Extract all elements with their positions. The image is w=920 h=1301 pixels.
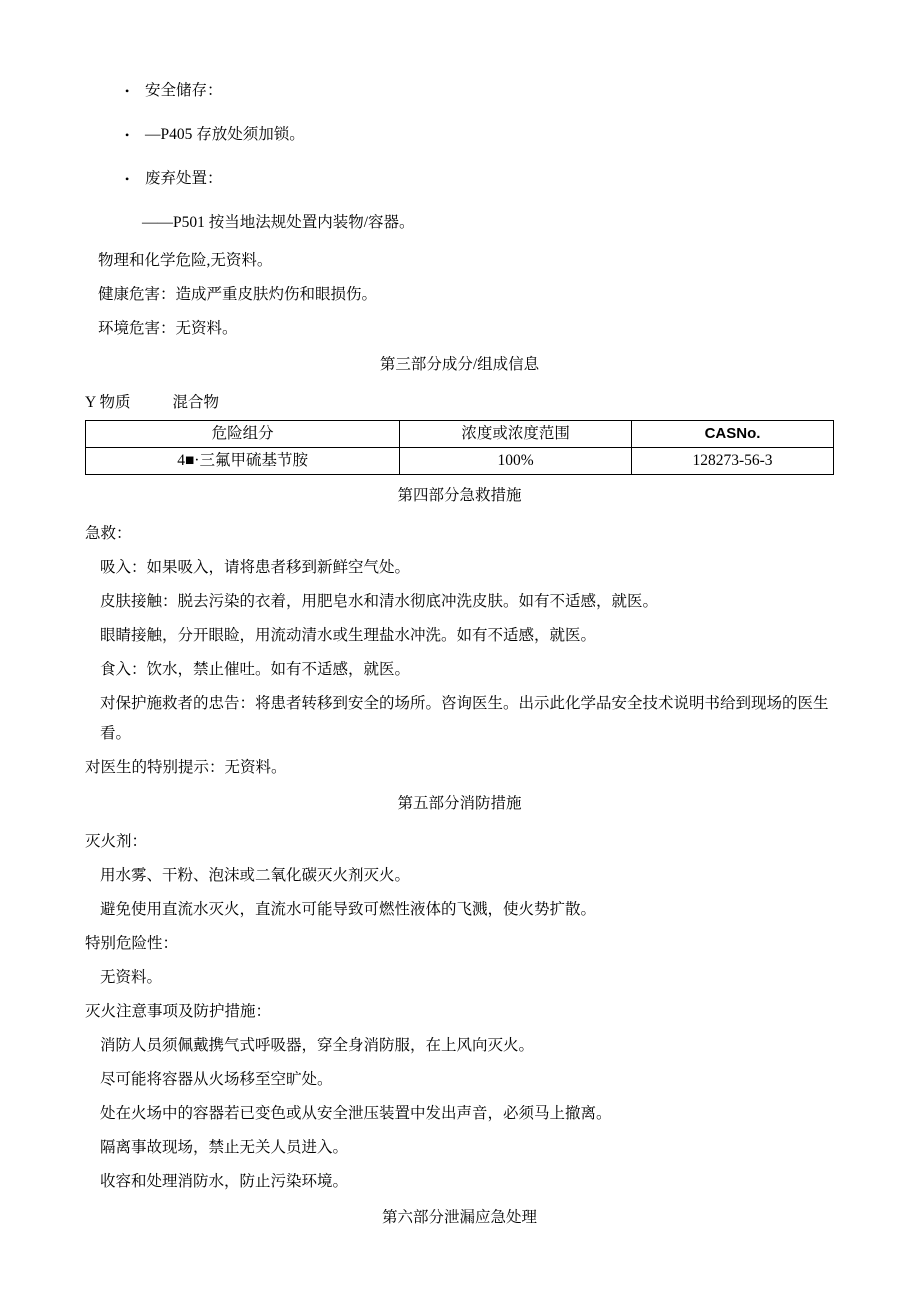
bullet-item (125, 76, 834, 106)
bullet-text: —P405 存放处须加锁。 (145, 126, 305, 143)
bullet-item (125, 164, 834, 194)
composition-table (85, 420, 834, 475)
bullet-item (125, 120, 834, 150)
paragraph-contain-water: 收容和处理消防水，防止污染环境。 (100, 1173, 349, 1190)
paragraph-avoid-water-jet: 避免使用直流水灭火，直流水可能导致可燃性液体的飞溅，使火势扩散。 (100, 901, 597, 918)
paragraph-isolate-scene: 隔离事故现场，禁止无关人员进入。 (100, 1139, 349, 1156)
table-header-row (86, 421, 834, 448)
paragraph-skin-contact: 皮肤接触：脱去污染的衣着，用肥皂水和清水彻底冲洗皮肤。如有不适感，就医。 (100, 593, 659, 610)
section-heading-composition: 第三部分成分/组成信息 (379, 356, 540, 373)
substance-label: Y 物质 (85, 394, 131, 411)
substance-type-row (85, 388, 834, 418)
paragraph-environment-hazard: 环境危害：无资料。 (98, 320, 238, 337)
paragraph-health-hazard: 健康危害：造成严重皮肤灼伤和眼损伤。 (98, 286, 378, 303)
paragraph-special-hazard-label: 特别危险性： (85, 935, 179, 952)
paragraph-first-aid-label: 急救： (85, 525, 132, 542)
paragraph-p501: ——P501 按当地法规处置内装物/容器。 (142, 214, 415, 231)
paragraph-physical-chemical-hazard: 物理和化学危险,无资料。 (98, 252, 273, 269)
paragraph-firefighter-equipment: 消防人员须佩戴携气式呼吸器，穿全身消防服，在上风向灭火。 (100, 1037, 535, 1054)
bullet-icon: • (125, 172, 130, 186)
table-header-concentration: 浓度或浓度范围 (400, 421, 632, 448)
paragraph-special-hazard-none: 无资料。 (100, 969, 163, 986)
table-header-hazard-component: 危险组分 (86, 421, 400, 448)
paragraph-doctor-note: 对医生的特别提示：无资料。 (85, 759, 287, 776)
paragraph-extinguishing-agent-label: 灭火剂： (85, 833, 148, 850)
paragraph-extinguishing-agent: 用水雾、干粉、泡沫或二氧化碳灭火剂灭火。 (100, 867, 411, 884)
section-heading-fire-fighting: 第五部分消防措施 (397, 795, 522, 812)
paragraph-eye-contact: 眼睛接触，分开眼睑，用流动清水或生理盐水冲洗。如有不适感，就医。 (100, 627, 597, 644)
bullet-icon: • (125, 128, 130, 142)
bullet-text: 安全储存： (145, 82, 223, 99)
paragraph-fire-precaution-label: 灭火注意事项及防护措施： (85, 1003, 272, 1020)
paragraph-inhalation: 吸入：如果吸入，请将患者移到新鲜空气处。 (100, 559, 411, 576)
table-header-cas-no: CASNo. (632, 421, 834, 448)
table-cell-cas: 128273-56-3 (632, 448, 834, 475)
paragraph-rescuer-advice: 对保护施救者的忠告：将患者转移到安全的场所。咨询医生。出示此化学品安全技术说明书给到现场的医生看。 (100, 695, 829, 742)
table-cell-component: 4■·三氟甲硫基节胺 (86, 448, 400, 475)
paragraph-ingestion: 食入：饮水，禁止催吐。如有不适感，就医。 (100, 661, 411, 678)
table-cell-concentration: 100% (400, 448, 632, 475)
bullet-text: 废弃处置： (145, 170, 223, 187)
section-heading-leak-response: 第六部分泄漏应急处理 (381, 1209, 537, 1226)
bullet-icon: • (125, 84, 130, 98)
paragraph-evacuate-warning: 处在火场中的容器若已变色或从安全泄压装置中发出声音，必须马上撤离。 (100, 1105, 612, 1122)
table-row (86, 448, 834, 475)
mixture-label: 混合物 (172, 394, 220, 411)
section-heading-first-aid: 第四部分急救措施 (397, 487, 522, 504)
paragraph-move-container: 尽可能将容器从火场移至空旷处。 (100, 1071, 333, 1088)
